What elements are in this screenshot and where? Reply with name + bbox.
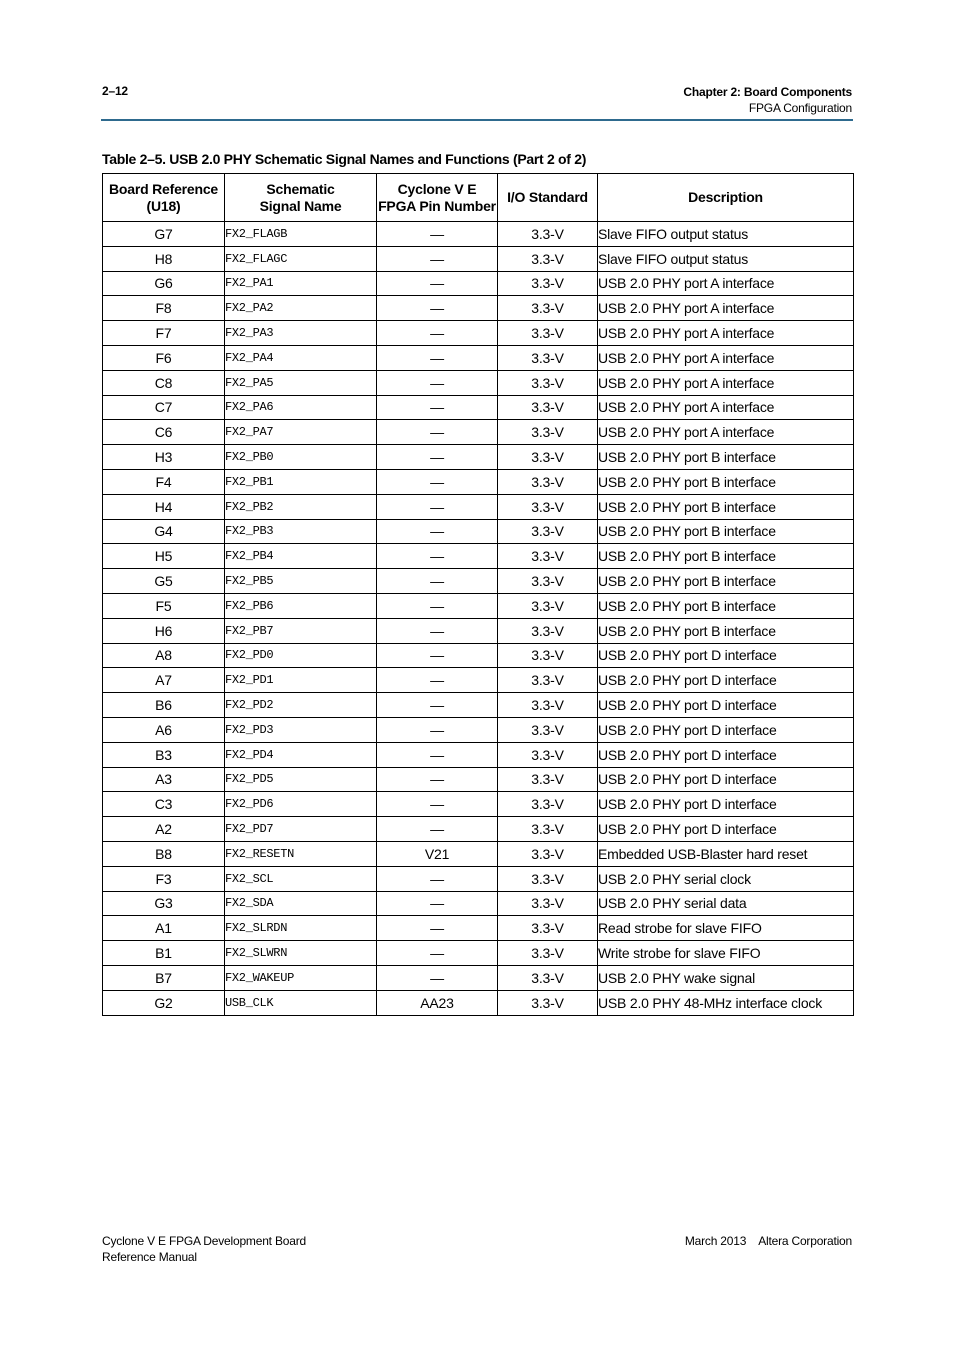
cell-signal-name: FX2_PA7 <box>225 420 377 445</box>
cell-signal-name: FX2_FLAGC <box>225 246 377 271</box>
cell-board-reference: B6 <box>103 693 225 718</box>
cell-board-reference: A3 <box>103 767 225 792</box>
cell-io-standard: 3.3-V <box>498 841 598 866</box>
cell-io-standard: 3.3-V <box>498 618 598 643</box>
table-row <box>103 544 854 569</box>
table-row <box>103 345 854 370</box>
cell-description: USB 2.0 PHY wake signal <box>598 965 854 990</box>
cell-signal-name: FX2_PB1 <box>225 469 377 494</box>
cell-io-standard: 3.3-V <box>498 321 598 346</box>
cell-signal-name: FX2_PA4 <box>225 345 377 370</box>
table-row <box>103 395 854 420</box>
cell-board-reference: B7 <box>103 965 225 990</box>
cell-io-standard: 3.3-V <box>498 519 598 544</box>
cell-io-standard: 3.3-V <box>498 544 598 569</box>
cell-pin-number: — <box>377 569 498 594</box>
cell-description: USB 2.0 PHY port B interface <box>598 593 854 618</box>
cell-board-reference: A1 <box>103 916 225 941</box>
cell-pin-number: — <box>377 891 498 916</box>
cell-io-standard: 3.3-V <box>498 420 598 445</box>
cell-signal-name: FX2_PD1 <box>225 668 377 693</box>
cell-pin-number: — <box>377 693 498 718</box>
header-divider <box>101 119 853 121</box>
cell-board-reference: G5 <box>103 569 225 594</box>
cell-description: USB 2.0 PHY port A interface <box>598 345 854 370</box>
table-body <box>103 222 854 1016</box>
cell-signal-name: FX2_SLWRN <box>225 941 377 966</box>
cell-board-reference: F6 <box>103 345 225 370</box>
cell-description: USB 2.0 PHY port D interface <box>598 792 854 817</box>
cell-pin-number: — <box>377 395 498 420</box>
cell-io-standard: 3.3-V <box>498 246 598 271</box>
cell-io-standard: 3.3-V <box>498 742 598 767</box>
header-row <box>103 174 854 222</box>
cell-pin-number: — <box>377 643 498 668</box>
cell-signal-name: FX2_PA1 <box>225 271 377 296</box>
cell-signal-name: FX2_PB0 <box>225 445 377 470</box>
cell-io-standard: 3.3-V <box>498 569 598 594</box>
column-header-pin-number <box>377 174 498 222</box>
cell-io-standard: 3.3-V <box>498 941 598 966</box>
footer-publication-info <box>685 1233 852 1249</box>
cell-pin-number: — <box>377 668 498 693</box>
cell-pin-number: — <box>377 544 498 569</box>
column-header-line: Signal Name <box>259 197 342 214</box>
cell-io-standard: 3.3-V <box>498 965 598 990</box>
cell-signal-name: FX2_PB5 <box>225 569 377 594</box>
cell-pin-number: — <box>377 222 498 247</box>
cell-io-standard: 3.3-V <box>498 693 598 718</box>
cell-pin-number: — <box>377 246 498 271</box>
cell-pin-number: — <box>377 593 498 618</box>
column-header-description <box>598 174 854 222</box>
cell-pin-number: — <box>377 742 498 767</box>
column-header-board-reference <box>103 174 225 222</box>
table-row <box>103 891 854 916</box>
cell-board-reference: C8 <box>103 370 225 395</box>
cell-pin-number: — <box>377 345 498 370</box>
footer-company: Altera Corporation <box>758 1234 852 1248</box>
cell-io-standard: 3.3-V <box>498 222 598 247</box>
table-row <box>103 569 854 594</box>
table-row <box>103 866 854 891</box>
table-row <box>103 222 854 247</box>
cell-signal-name: FX2_SDA <box>225 891 377 916</box>
cell-pin-number: — <box>377 792 498 817</box>
cell-pin-number: — <box>377 321 498 346</box>
running-header <box>683 84 852 116</box>
column-header-line: FPGA Pin Number <box>378 197 496 214</box>
cell-io-standard: 3.3-V <box>498 792 598 817</box>
cell-description: USB 2.0 PHY port A interface <box>598 395 854 420</box>
cell-signal-name: FX2_PB4 <box>225 544 377 569</box>
cell-io-standard: 3.3-V <box>498 717 598 742</box>
cell-io-standard: 3.3-V <box>498 817 598 842</box>
signal-table <box>102 173 854 1016</box>
cell-signal-name: FX2_PD5 <box>225 767 377 792</box>
cell-description: USB 2.0 PHY port D interface <box>598 817 854 842</box>
footer-document-title <box>102 1233 306 1265</box>
cell-io-standard: 3.3-V <box>498 891 598 916</box>
cell-description: USB 2.0 PHY port D interface <box>598 767 854 792</box>
cell-pin-number: — <box>377 618 498 643</box>
table-row <box>103 494 854 519</box>
column-header-line: Schematic <box>266 180 335 197</box>
cell-board-reference: B8 <box>103 841 225 866</box>
table-row <box>103 469 854 494</box>
cell-signal-name: FX2_PD6 <box>225 792 377 817</box>
cell-signal-name: FX2_PB2 <box>225 494 377 519</box>
section-title: FPGA Configuration <box>748 101 852 115</box>
cell-description: USB 2.0 PHY port A interface <box>598 321 854 346</box>
cell-description: USB 2.0 PHY port A interface <box>598 370 854 395</box>
column-header-line: (U18) <box>146 197 181 214</box>
cell-pin-number: V21 <box>377 841 498 866</box>
column-header-line: I/O Standard <box>507 189 588 205</box>
cell-board-reference: F8 <box>103 296 225 321</box>
chapter-title: Chapter 2: Board Components <box>683 85 852 99</box>
cell-board-reference: B3 <box>103 742 225 767</box>
cell-pin-number: — <box>377 370 498 395</box>
cell-io-standard: 3.3-V <box>498 767 598 792</box>
cell-signal-name: FX2_PD2 <box>225 693 377 718</box>
table-header <box>103 174 854 222</box>
cell-pin-number: — <box>377 717 498 742</box>
cell-io-standard: 3.3-V <box>498 494 598 519</box>
table-caption: Table 2–5. USB 2.0 PHY Schematic Signal Names and Functions (Part 2 of 2) <box>102 151 587 167</box>
cell-board-reference: A7 <box>103 668 225 693</box>
cell-description: USB 2.0 PHY port A interface <box>598 296 854 321</box>
cell-pin-number: — <box>377 296 498 321</box>
cell-pin-number: — <box>377 494 498 519</box>
cell-io-standard: 3.3-V <box>498 668 598 693</box>
cell-signal-name: FX2_PD3 <box>225 717 377 742</box>
cell-description: Slave FIFO output status <box>598 246 854 271</box>
table-row <box>103 370 854 395</box>
cell-description: USB 2.0 PHY port D interface <box>598 643 854 668</box>
cell-signal-name: FX2_PD4 <box>225 742 377 767</box>
cell-description: USB 2.0 PHY port A interface <box>598 420 854 445</box>
cell-signal-name: FX2_PA5 <box>225 370 377 395</box>
cell-board-reference: H5 <box>103 544 225 569</box>
cell-io-standard: 3.3-V <box>498 469 598 494</box>
table-row <box>103 321 854 346</box>
table-row <box>103 767 854 792</box>
cell-description: USB 2.0 PHY port B interface <box>598 469 854 494</box>
cell-signal-name: USB_CLK <box>225 990 377 1015</box>
cell-io-standard: 3.3-V <box>498 916 598 941</box>
cell-board-reference: C7 <box>103 395 225 420</box>
table-row <box>103 519 854 544</box>
table-row <box>103 693 854 718</box>
cell-description: Read strobe for slave FIFO <box>598 916 854 941</box>
table-row <box>103 817 854 842</box>
page-number: 2–12 <box>102 84 128 98</box>
table-row <box>103 668 854 693</box>
cell-pin-number: — <box>377 817 498 842</box>
column-header-signal-name <box>225 174 377 222</box>
footer-title-line: Cyclone V E FPGA Development Board <box>102 1234 306 1248</box>
table-row <box>103 593 854 618</box>
cell-pin-number: — <box>377 271 498 296</box>
column-header-line: Cyclone V E <box>397 180 477 197</box>
table-row <box>103 792 854 817</box>
cell-pin-number: AA23 <box>377 990 498 1015</box>
cell-signal-name: FX2_FLAGB <box>225 222 377 247</box>
column-header-io-standard <box>498 174 598 222</box>
cell-signal-name: FX2_PA3 <box>225 321 377 346</box>
column-header-line: Board Reference <box>108 180 219 197</box>
cell-description: Slave FIFO output status <box>598 222 854 247</box>
cell-io-standard: 3.3-V <box>498 395 598 420</box>
cell-board-reference: G3 <box>103 891 225 916</box>
table-row <box>103 941 854 966</box>
cell-description: USB 2.0 PHY 48-MHz interface clock <box>598 990 854 1015</box>
cell-board-reference: H3 <box>103 445 225 470</box>
cell-description: USB 2.0 PHY port D interface <box>598 693 854 718</box>
cell-signal-name: FX2_PB3 <box>225 519 377 544</box>
table-row <box>103 643 854 668</box>
table-row <box>103 965 854 990</box>
cell-description: USB 2.0 PHY port D interface <box>598 668 854 693</box>
cell-board-reference: A8 <box>103 643 225 668</box>
cell-io-standard: 3.3-V <box>498 345 598 370</box>
cell-pin-number: — <box>377 916 498 941</box>
cell-signal-name: FX2_SLRDN <box>225 916 377 941</box>
cell-board-reference: C3 <box>103 792 225 817</box>
cell-board-reference: F7 <box>103 321 225 346</box>
cell-description: USB 2.0 PHY port B interface <box>598 494 854 519</box>
cell-signal-name: FX2_PB6 <box>225 593 377 618</box>
cell-description: USB 2.0 PHY port A interface <box>598 271 854 296</box>
footer-title-line: Reference Manual <box>102 1250 197 1264</box>
column-header-line: Description <box>688 189 763 205</box>
cell-io-standard: 3.3-V <box>498 593 598 618</box>
cell-description: USB 2.0 PHY port B interface <box>598 445 854 470</box>
cell-description: USB 2.0 PHY port B interface <box>598 569 854 594</box>
table-row <box>103 990 854 1015</box>
cell-io-standard: 3.3-V <box>498 990 598 1015</box>
cell-description: Embedded USB-Blaster hard reset <box>598 841 854 866</box>
footer-date: March 2013 <box>684 1234 747 1248</box>
cell-description: USB 2.0 PHY port B interface <box>598 544 854 569</box>
cell-board-reference: H8 <box>103 246 225 271</box>
cell-signal-name: FX2_PA2 <box>225 296 377 321</box>
cell-description: USB 2.0 PHY serial clock <box>598 866 854 891</box>
cell-description: USB 2.0 PHY port D interface <box>598 742 854 767</box>
cell-signal-name: FX2_PD0 <box>225 643 377 668</box>
cell-board-reference: G7 <box>103 222 225 247</box>
cell-io-standard: 3.3-V <box>498 643 598 668</box>
cell-io-standard: 3.3-V <box>498 370 598 395</box>
cell-board-reference: F4 <box>103 469 225 494</box>
cell-board-reference: F3 <box>103 866 225 891</box>
table-row <box>103 742 854 767</box>
cell-pin-number: — <box>377 445 498 470</box>
cell-pin-number: — <box>377 866 498 891</box>
table-row <box>103 246 854 271</box>
cell-signal-name: FX2_PB7 <box>225 618 377 643</box>
cell-board-reference: B1 <box>103 941 225 966</box>
cell-pin-number: — <box>377 767 498 792</box>
cell-pin-number: — <box>377 420 498 445</box>
cell-board-reference: G2 <box>103 990 225 1015</box>
cell-description: USB 2.0 PHY port B interface <box>598 618 854 643</box>
cell-pin-number: — <box>377 519 498 544</box>
table-row <box>103 420 854 445</box>
cell-description: USB 2.0 PHY serial data <box>598 891 854 916</box>
cell-signal-name: FX2_PD7 <box>225 817 377 842</box>
cell-board-reference: G4 <box>103 519 225 544</box>
cell-board-reference: G6 <box>103 271 225 296</box>
cell-signal-name: FX2_WAKEUP <box>225 965 377 990</box>
cell-signal-name: FX2_RESETN <box>225 841 377 866</box>
table-row <box>103 271 854 296</box>
cell-board-reference: H6 <box>103 618 225 643</box>
cell-pin-number: — <box>377 941 498 966</box>
cell-io-standard: 3.3-V <box>498 271 598 296</box>
cell-board-reference: F5 <box>103 593 225 618</box>
table-row <box>103 445 854 470</box>
cell-description: USB 2.0 PHY port B interface <box>598 519 854 544</box>
cell-io-standard: 3.3-V <box>498 296 598 321</box>
cell-board-reference: A2 <box>103 817 225 842</box>
cell-io-standard: 3.3-V <box>498 445 598 470</box>
cell-io-standard: 3.3-V <box>498 866 598 891</box>
cell-description: USB 2.0 PHY port D interface <box>598 717 854 742</box>
table-row <box>103 841 854 866</box>
cell-pin-number: — <box>377 469 498 494</box>
cell-description: Write strobe for slave FIFO <box>598 941 854 966</box>
table-row <box>103 717 854 742</box>
table-row <box>103 296 854 321</box>
cell-signal-name: FX2_SCL <box>225 866 377 891</box>
cell-board-reference: A6 <box>103 717 225 742</box>
table-row <box>103 618 854 643</box>
cell-pin-number: — <box>377 965 498 990</box>
cell-signal-name: FX2_PA6 <box>225 395 377 420</box>
table-row <box>103 916 854 941</box>
cell-board-reference: H4 <box>103 494 225 519</box>
cell-board-reference: C6 <box>103 420 225 445</box>
